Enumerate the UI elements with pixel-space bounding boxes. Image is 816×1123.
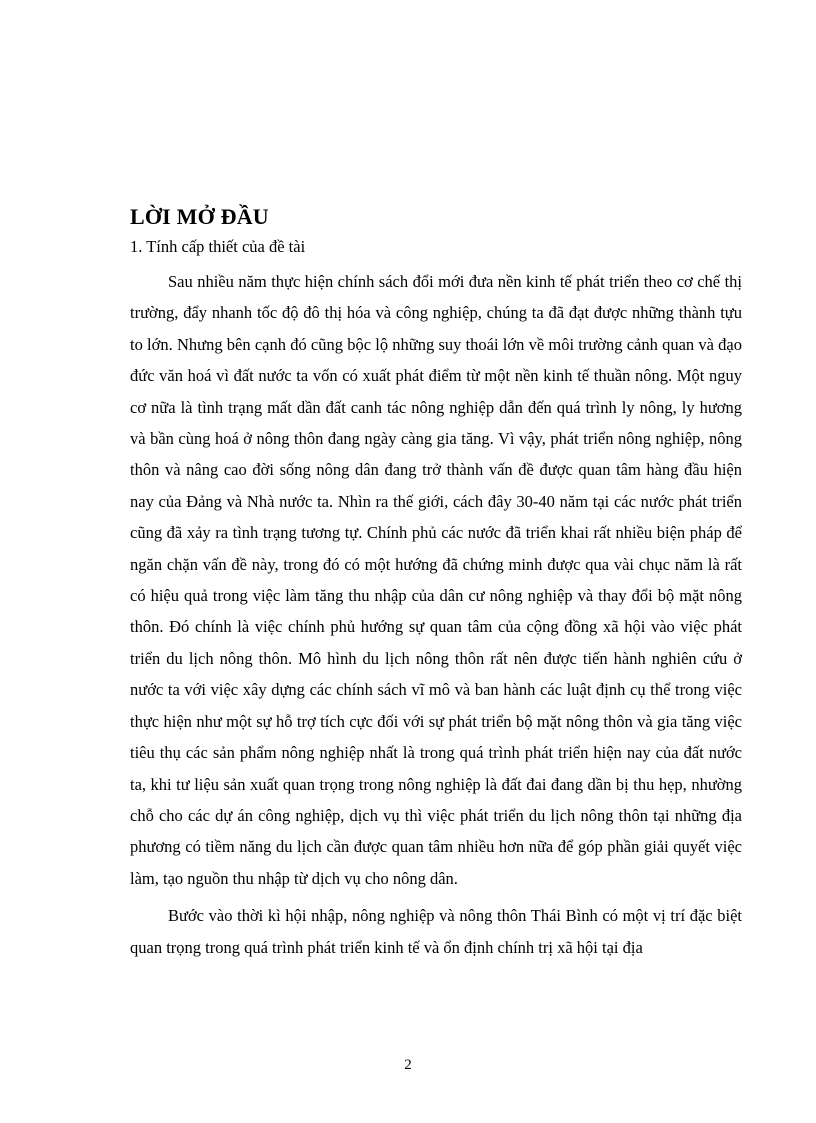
page-title: LỜI MỞ ĐẦU bbox=[130, 204, 269, 229]
page-content bbox=[130, 204, 742, 963]
body-paragraph-2: Bước vào thời kì hội nhập, nông nghiệp và nông thôn Thái Bình có một vị trí đặc biệt quan trọng trong quá trình phát triển kinh tế và ổn định chính trị xã hội tại địa bbox=[130, 906, 742, 957]
page-number: 2 bbox=[404, 1057, 412, 1073]
body-paragraph-1: Sau nhiều năm thực hiện chính sách đổi mới đưa nền kinh tế phát triển theo cơ chế thị trường, đẩy nhanh tốc độ đô thị hóa và công nghiệp, chúng ta đã đạt được những thành tựu to lớn. Nhưng bên cạnh đó cũng bộc lộ những suy thoái lớn về môi trường cảnh quan và đạo đức văn hoá vì đất nước ta vốn có xuất phát điểm từ một nền kinh tế thuần nông. Một nguy cơ nữa là tình trạng mất dần đất canh tác nông nghiệp dẫn đến quá trình ly nông, ly hương và bần cùng hoá ở nông thôn đang ngày càng gia tăng. Vì vậy, phát triển nông nghiệp, nông thôn và nâng cao đời sống nông dân đang trở thành vấn đề được quan tâm hàng đầu hiện nay của Đảng và Nhà nước ta. Nhìn ra thế giới, cách đây 30-40 năm tại các nước phát triển cũng đã xảy ra tình trạng tương tự. Chính phủ các nước đã triển khai rất nhiều biện pháp để ngăn chặn vấn đề này, trong đó có một hướng đã chứng minh được qua vài chục năm là rất có hiệu quả trong việc làm tăng thu nhập của dân cư nông nghiệp và thay đổi bộ mặt nông thôn. Đó chính là việc chính phủ hướng sự quan tâm của cộng đồng xã hội vào việc phát triển du lịch nông thôn. Mô hình du lịch nông thôn rất nên được tiến hành nghiên cứu ở nước ta với việc xây dựng các chính sách vĩ mô và ban hành các luật định cụ thể trong việc thực hiện như một sự hỗ trợ tích cực đối với sự phát triển bộ mặt nông thôn và gia tăng việc tiêu thụ các sản phẩm nông nghiệp nhất là trong quá trình phát triển hiện nay của đất nước ta, khi tư liệu sản xuất quan trọng trong nông nghiệp là đất đai đang dần bị thu hẹp, nhường chỗ cho các dự án công nghiệp, dịch vụ thì việc phát triển du lịch nông thôn tại những địa phương có tiềm năng du lịch cần được quan tâm nhiều hơn nữa để góp phần giải quyết việc làm, tạo nguồn thu nhập từ dịch vụ cho nông dân. bbox=[130, 272, 742, 888]
section-title: 1. Tính cấp thiết của đề tài bbox=[130, 237, 306, 256]
